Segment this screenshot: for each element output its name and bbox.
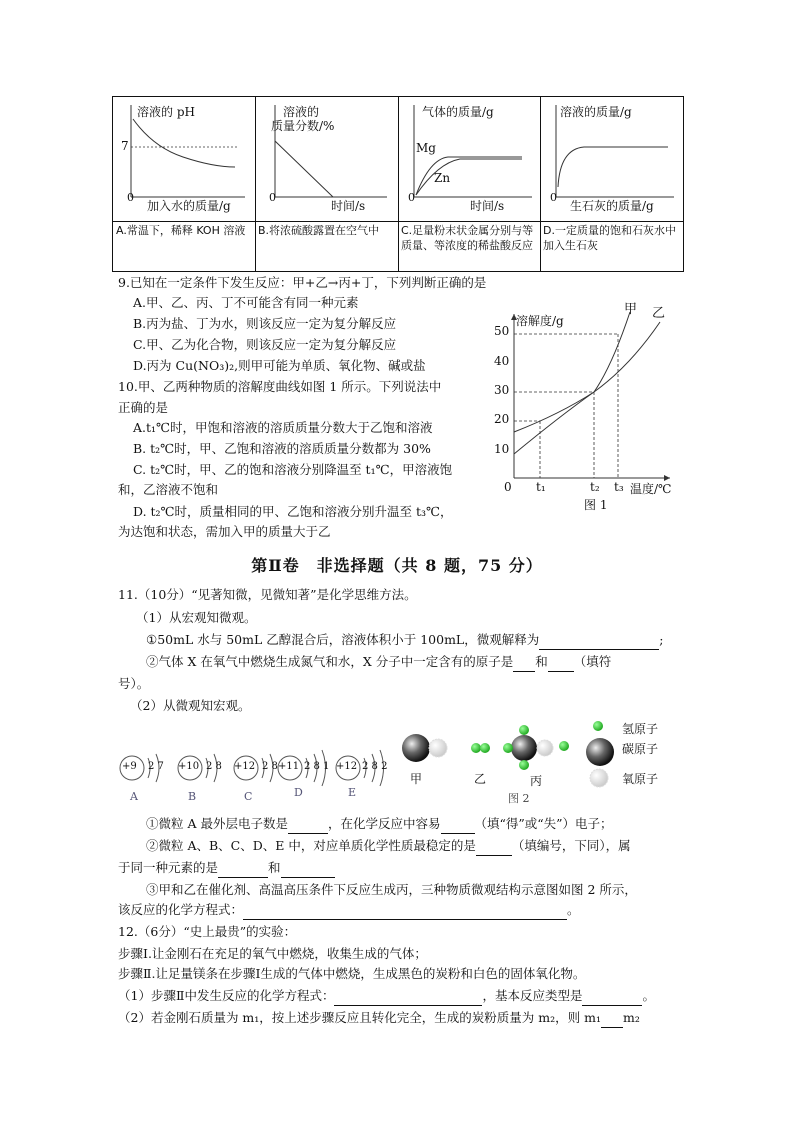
figure-1-ytick-10: 10 <box>494 442 510 456</box>
graph-c <box>398 97 541 271</box>
graph-d-xlabel: 生石灰的质量/g <box>570 199 654 213</box>
graph-d-ylabel: 溶液的质量/g <box>560 105 632 119</box>
graph-c-label-zn: Zn <box>434 171 451 185</box>
particle-b-label: B <box>188 790 197 803</box>
particle-a-label: A <box>130 790 138 803</box>
figure-2-label-jia: 甲 <box>410 772 423 786</box>
q9-stem: 9.已知在一定条件下发生反应：甲+乙→丙+丁，下列判断正确的是 <box>118 275 487 290</box>
graph-c-caption: C.足量粉末状金属分别与等质量、等浓度的稀盐酸反应 <box>401 224 534 252</box>
graph-a-xlabel: 加入水的质量/g <box>147 199 231 213</box>
q11-p2a-hint: （填“得”或“失”）电子； <box>474 816 613 831</box>
particle-b-shells: 2 8 <box>206 761 222 772</box>
graph-c-ylabel: 气体的质量/g <box>422 105 494 119</box>
figure-1-ytick-40: 40 <box>494 354 510 368</box>
q11-p2b-blank-1[interactable] <box>476 841 512 856</box>
figure-1-ytick-50: 50 <box>494 324 510 338</box>
q12-part1-blank-2[interactable] <box>582 991 642 1006</box>
q11-p2b-text: ②微粒 A、B、C、D、E 中，对应单质化学性质最稳定的是 <box>146 838 476 853</box>
q11-part1: （1）从宏观知微观。 <box>136 610 257 625</box>
q11-p1b-end: 号）。 <box>118 676 150 691</box>
q11-p2a-mid: ，在化学反应中容易 <box>327 816 441 831</box>
graph-b-xlabel: 时间/s <box>331 199 366 213</box>
particle-d-label: D <box>294 786 303 799</box>
figure-1-ylabel: 溶解度/g <box>516 314 564 328</box>
q12-part1-end: 。 <box>642 988 655 1003</box>
q11-p1a-blank[interactable] <box>539 635 659 650</box>
q12-part1-mid: ，基本反应类型是 <box>482 988 583 1003</box>
q11-p2b-and: 和 <box>268 860 281 875</box>
q12-part2 <box>118 1008 640 1028</box>
figure-1-caption: 图 1 <box>584 498 608 512</box>
q9-option-a: A.甲、乙、丙、丁不可能含有同一种元素 <box>133 295 359 310</box>
particle-c-shells: 2 8 <box>262 761 278 772</box>
q10-option-b: B. t₂℃时，甲、乙饱和溶液的溶质质量分数都为 30% <box>133 441 431 456</box>
q11-p2c-text: 该反应的化学方程式： <box>118 902 244 917</box>
section-title: 第Ⅱ卷 非选择题（共 8 题，75 分） <box>251 556 543 575</box>
q12-step2: 步骤Ⅱ.让足量镁条在步骤Ⅰ生成的气体中燃烧，生成黑色的炭粉和白色的固体氧化物。 <box>118 966 586 981</box>
q11-p1b-blank-1[interactable] <box>513 657 535 672</box>
figure-1-origin: 0 <box>504 480 512 494</box>
q11-p1a: ①50mL 水与 50mL 乙醇混合后，溶液体积小于 100mL，微观解释为 ; <box>146 630 663 650</box>
particle-c-nucleus: +12 <box>234 761 256 772</box>
q11-p2c-cont <box>118 900 580 920</box>
q11-p2b-cont-text: 于同一种元素的是 <box>118 860 219 875</box>
q12-stem: 12.（6分）“史上最贵”的实验： <box>118 924 297 939</box>
figure-1-xtick-t1: t₁ <box>536 480 546 494</box>
figure-1-label-yi: 乙 <box>652 306 666 321</box>
graphs-table <box>112 96 684 272</box>
legend-hydrogen: 氢原子 <box>622 722 659 736</box>
graph-b-plot <box>255 97 398 221</box>
figure-2 <box>398 716 688 806</box>
q11-p1b-and: 和 <box>535 654 548 669</box>
q11-p2c-end: 。 <box>567 902 580 917</box>
q12-part2-blank[interactable] <box>601 1013 623 1028</box>
graph-b <box>255 97 399 271</box>
graph-c-label-mg: Mg <box>416 141 436 155</box>
figure-1-label-jia: 甲 <box>624 302 638 317</box>
q11-p2b-blank-2[interactable] <box>218 863 268 878</box>
graph-a-ytick: 7 <box>121 139 129 153</box>
graph-a <box>113 97 256 271</box>
q11-p2b-cont <box>118 858 335 878</box>
particle-e-shells: 2 8 2 <box>362 761 388 772</box>
figure-1-xlabel: 温度/℃ <box>630 482 672 496</box>
q11-p1a-text: ①50mL 水与 50mL 乙醇混合后，溶液体积小于 100mL，微观解释为 <box>146 632 540 647</box>
graph-b-origin: 0 <box>269 191 276 204</box>
graph-a-origin: 0 <box>127 191 134 204</box>
q10-option-a: A.t₁℃时，甲饱和溶液的溶质质量分数大于乙饱和溶液 <box>133 420 433 435</box>
figure-2-caption: 图 2 <box>508 792 530 805</box>
q10-option-d: D. t₂℃时，质量相同的甲、乙饱和溶液分别升温至 t₃℃， <box>133 504 453 519</box>
figure-2-label-bing: 丙 <box>530 774 543 788</box>
q11-p2b-blank-3[interactable] <box>281 863 335 878</box>
q12-step1: 步骤Ⅰ.让金刚石在充足的氧气中燃烧，收集生成的气体； <box>118 946 427 961</box>
q12-part2-end: m₂ <box>622 1010 640 1025</box>
q9-option-b: B.丙为盐、丁为水，则该反应一定为复分解反应 <box>133 316 397 331</box>
q11-p2a <box>146 814 613 834</box>
figure-1-xtick-t2: t₂ <box>590 480 600 494</box>
q10-stem: 10.甲、乙两种物质的溶解度曲线如图 1 所示。下列说法中 <box>118 379 442 394</box>
q11-p2c: ③甲和乙在催化剂、高温高压条件下反应生成丙，三种物质微观结构示意图如图 2 所示， <box>146 882 637 897</box>
q11-p1b-hint: （填符 <box>573 654 612 669</box>
graph-a-ylabel: 溶液的 pH <box>137 105 195 119</box>
figure-1-ytick-20: 20 <box>494 412 510 426</box>
graph-b-ylabel2: 质量分数/% <box>271 119 335 133</box>
q11-stem: 11.（10分）“见著知微，见微知著”是化学思维方法。 <box>118 587 417 602</box>
q10-stem-cont: 正确的是 <box>118 400 169 415</box>
graph-b-caption: B.将浓硫酸露置在空气中 <box>258 224 380 237</box>
graph-d <box>540 97 683 271</box>
q12-part1-blank-1[interactable] <box>334 991 482 1006</box>
q11-p1b-text: ②气体 X 在氧气中燃烧生成氮气和水，X 分子中一定含有的原子是 <box>146 654 514 669</box>
particle-b-nucleus: +10 <box>178 761 200 772</box>
graph-a-caption: A.常温下，稀释 KOH 溶液 <box>116 224 246 237</box>
q12-part1-text: （1）步骤Ⅱ中发生反应的化学方程式： <box>118 988 335 1003</box>
graph-c-origin: 0 <box>408 191 415 204</box>
particle-e-label: E <box>348 786 357 799</box>
q11-p1b <box>146 652 611 672</box>
particle-a-shells: 2 7 <box>148 761 164 772</box>
q12-part1 <box>118 986 655 1006</box>
figure-1-ytick-30: 30 <box>494 383 510 397</box>
q11-p2c-blank[interactable] <box>243 905 567 920</box>
graph-c-xlabel: 时间/s <box>470 199 505 213</box>
q10-option-c-cont: 和，乙溶液不饱和 <box>118 482 219 497</box>
graph-b-ylabel1: 溶液的 <box>283 105 320 119</box>
graph-d-origin: 0 <box>550 191 557 204</box>
q10-option-c: C. t₂℃时，甲、乙的饱和溶液分别降温至 t₁℃，甲溶液饱 <box>133 462 453 477</box>
figure-1 <box>480 296 680 516</box>
q11-p2a-blank-2[interactable] <box>441 819 475 834</box>
q12-part2-text: （2）若金刚石质量为 m₁，按上述步骤反应且转化完全，生成的炭粉质量为 m₂，则 m₁ <box>118 1010 601 1025</box>
particle-e-nucleus: +12 <box>336 761 358 772</box>
q11-p2a-blank-1[interactable] <box>288 819 328 834</box>
particle-diagrams <box>116 736 396 806</box>
q11-p2b-hint: （填编号，下同），属 <box>511 838 631 853</box>
particle-c-label: C <box>244 790 253 803</box>
legend-oxygen: 氧原子 <box>622 772 659 786</box>
q9-option-c: C.甲、乙为化合物，则该反应一定为复分解反应 <box>133 337 397 352</box>
particle-d-nucleus: +11 <box>278 761 300 772</box>
figure-1-xtick-t3: t₃ <box>614 480 624 494</box>
q11-p1b-blank-2[interactable] <box>548 657 574 672</box>
graph-d-caption: D.一定质量的饱和石灰水中加入生石灰 <box>543 224 676 252</box>
q10-option-d-cont: 为达饱和状态，需加入甲的质量大于乙 <box>118 524 331 539</box>
particle-a-nucleus: +9 <box>122 761 137 772</box>
figure-2-label-yi: 乙 <box>474 772 487 786</box>
q11-part2: （2）从微观知宏观。 <box>130 698 251 713</box>
particle-d-shells: 2 8 1 <box>304 761 330 772</box>
q11-p2a-text: ①微粒 A 最外层电子数是 <box>146 816 288 831</box>
q11-p2b <box>146 836 631 856</box>
q9-option-d: D.丙为 Cu(NO₃)₂,则甲可能为单质、氧化物、碱或盐 <box>133 358 426 373</box>
legend-carbon: 碳原子 <box>622 742 659 756</box>
